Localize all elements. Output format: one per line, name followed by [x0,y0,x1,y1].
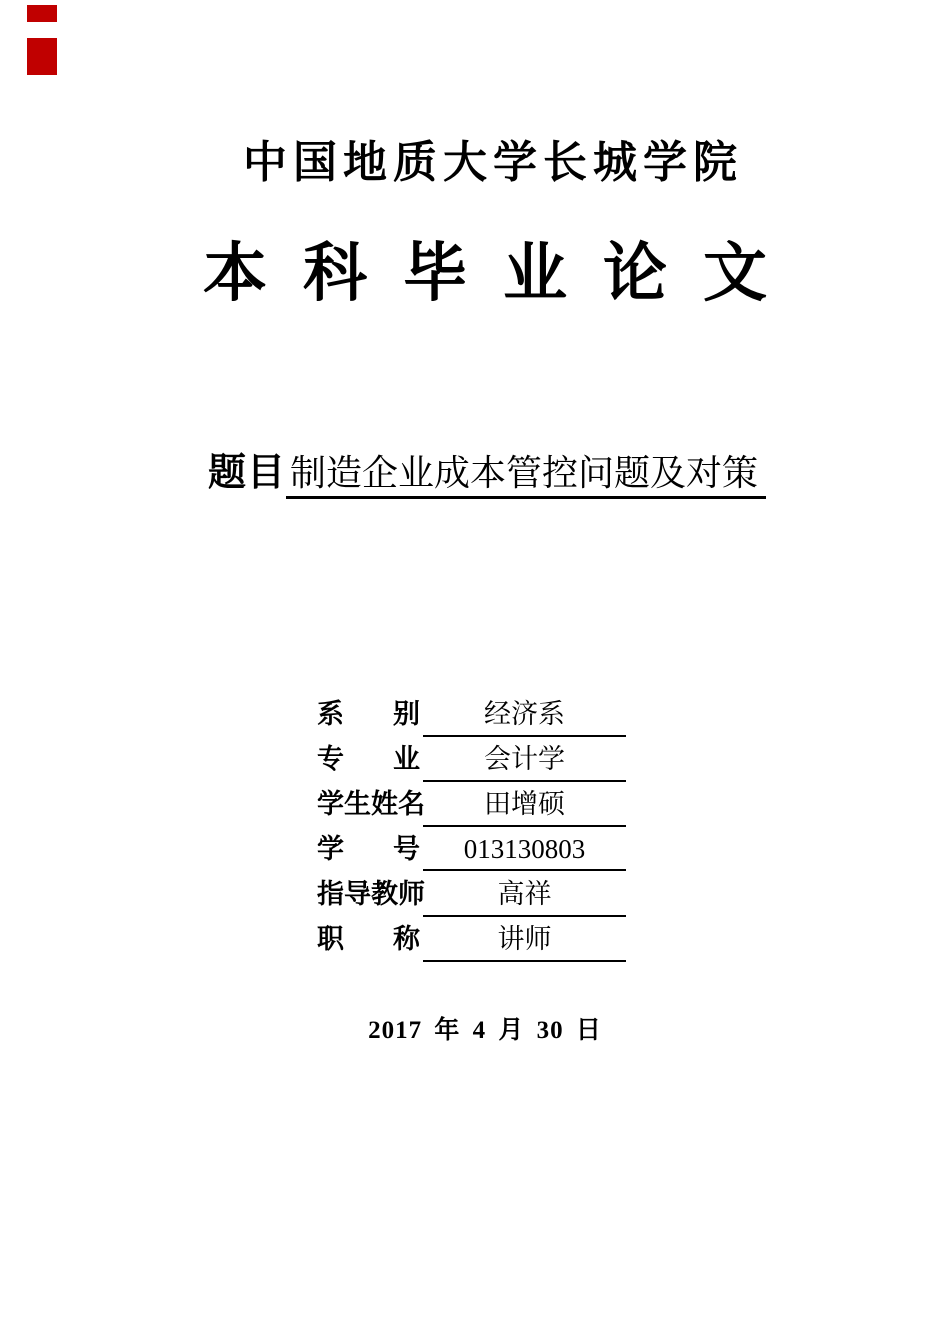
thesis-title-value: 制造企业成本管控问题及对策 [286,453,766,499]
student-id-value: 013130803 [423,834,626,871]
thesis-title-label: 题目 [207,452,286,494]
academic-title-value: 讲师 [423,917,626,962]
info-row-academic-title [317,917,626,962]
red-mark-bottom [27,38,57,75]
info-row-department [317,692,626,737]
advisor-label: 指导教师 [317,879,425,909]
info-row-student-id [317,827,626,872]
thesis-title-line [12,441,950,496]
thesis-type-title: 本科毕业论文 [203,238,803,309]
info-row-student-name [317,782,626,827]
academic-title-label: 职称 [317,924,420,954]
university-name: 中国地质大学长城学院 [243,138,743,187]
info-row-major [317,737,626,782]
info-row-advisor [317,872,626,917]
student-name-label: 学生姓名 [317,789,425,819]
department-label: 系别 [317,699,420,729]
student-info-table [317,692,626,962]
major-value: 会计学 [423,737,626,782]
major-label: 专业 [317,744,420,774]
date-line: 2017 年 4 月 30 日 [368,1017,602,1044]
department-value: 经济系 [423,692,626,737]
red-mark-top [27,5,57,22]
student-id-label: 学号 [317,834,420,864]
advisor-value: 高祥 [423,872,626,917]
student-name-value: 田增硕 [423,782,626,827]
